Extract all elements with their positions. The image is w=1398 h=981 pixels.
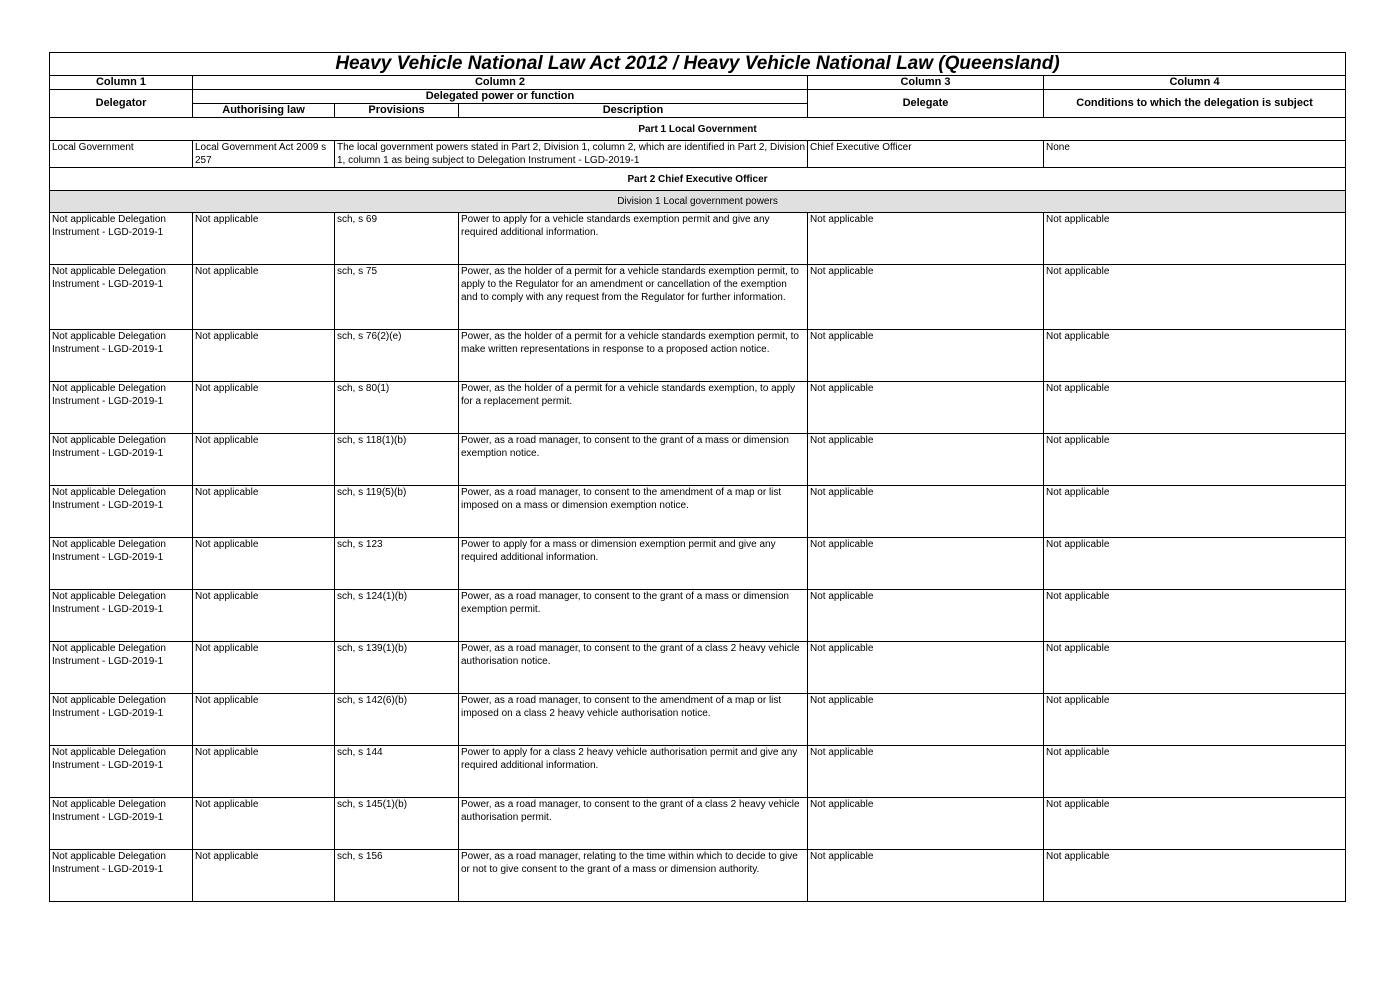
table-row (50, 798, 1346, 850)
conditions-cell: Not applicable (1044, 642, 1346, 694)
delegator-cell: Not applicable Delegation Instrument - LGD-2019-1 (50, 746, 193, 798)
conditions-cell: Not applicable (1044, 213, 1346, 265)
delegator-cell: Not applicable Delegation Instrument - LGD-2019-1 (50, 434, 193, 486)
provisions-cell: sch, s 75 (335, 265, 459, 330)
description-cell: Power, as a road manager, to consent to the grant of a mass or dimension exemption notice. (459, 434, 808, 486)
authorising-law-cell: Not applicable (193, 798, 335, 850)
conditions-cell: Not applicable (1044, 434, 1346, 486)
column-2-header: Column 2 (193, 76, 808, 90)
provisions-cell: sch, s 145(1)(b) (335, 798, 459, 850)
table-row (50, 382, 1346, 434)
part-1-title: Part 1 Local Government (50, 118, 1346, 141)
authorising-law-cell: Not applicable (193, 694, 335, 746)
description-cell: Power, as the holder of a permit for a vehicle standards exemption permit, to apply to the Regulator for an amendment or cancellation of the exemption and to comply with any request from the Regulator for further information. (459, 265, 808, 330)
description-cell: Power, as a road manager, to consent to the amendment of a map or list imposed on a mass or dimension exemption notice. (459, 486, 808, 538)
table-row (50, 141, 1346, 168)
provisions-header: Provisions (335, 104, 459, 118)
delegate-cell: Not applicable (808, 850, 1044, 902)
authorising-law-cell: Not applicable (193, 330, 335, 382)
table-row (50, 434, 1346, 486)
conditions-cell: Not applicable (1044, 265, 1346, 330)
description-cell: Power, as a road manager, to consent to the grant of a class 2 heavy vehicle authorisation notice. (459, 642, 808, 694)
division-1-title: Division 1 Local government powers (50, 191, 1346, 213)
table-row (50, 746, 1346, 798)
conditions-cell: Not applicable (1044, 850, 1346, 902)
delegated-power-header: Delegated power or function (193, 90, 808, 104)
delegate-cell: Not applicable (808, 590, 1044, 642)
description-cell: Power, as a road manager, to consent to the grant of a class 2 heavy vehicle authorisation permit. (459, 798, 808, 850)
provisions-cell: sch, s 118(1)(b) (335, 434, 459, 486)
description-cell: Power, as a road manager, to consent to the amendment of a map or list imposed on a class 2 heavy vehicle authorisation notice. (459, 694, 808, 746)
provisions-cell: sch, s 124(1)(b) (335, 590, 459, 642)
table-row (50, 330, 1346, 382)
provisions-cell: sch, s 144 (335, 746, 459, 798)
authorising-law-cell: Not applicable (193, 850, 335, 902)
delegator-cell: Not applicable Delegation Instrument - LGD-2019-1 (50, 694, 193, 746)
description-cell: Power, as the holder of a permit for a vehicle standards exemption, to apply for a replacement permit. (459, 382, 808, 434)
provisions-cell: sch, s 123 (335, 538, 459, 590)
table-row (50, 694, 1346, 746)
delegate-cell: Not applicable (808, 642, 1044, 694)
delegate-cell: Not applicable (808, 798, 1044, 850)
delegator-header: Delegator (50, 90, 193, 118)
provisions-cell: sch, s 156 (335, 850, 459, 902)
authorising-law-cell: Not applicable (193, 746, 335, 798)
conditions-cell: Not applicable (1044, 382, 1346, 434)
description-header: Description (459, 104, 808, 118)
conditions-cell: Not applicable (1044, 798, 1346, 850)
authorising-law-cell: Not applicable (193, 642, 335, 694)
description-cell: Power, as the holder of a permit for a vehicle standards exemption permit, to make written representations in response to a proposed action notice. (459, 330, 808, 382)
description-cell: Power to apply for a mass or dimension exemption permit and give any required additional information. (459, 538, 808, 590)
delegate-cell: Not applicable (808, 694, 1044, 746)
authorising-law-cell: Not applicable (193, 434, 335, 486)
column-4-header: Column 4 (1044, 76, 1346, 90)
conditions-cell: Not applicable (1044, 694, 1346, 746)
authorising-law-header: Authorising law (193, 104, 335, 118)
delegator-cell: Not applicable Delegation Instrument - LGD-2019-1 (50, 382, 193, 434)
part-2-title: Part 2 Chief Executive Officer (50, 168, 1346, 191)
delegator-cell: Not applicable Delegation Instrument - LGD-2019-1 (50, 265, 193, 330)
conditions-cell: Not applicable (1044, 746, 1346, 798)
delegator-cell: Not applicable Delegation Instrument - LGD-2019-1 (50, 798, 193, 850)
provisions-cell: sch, s 142(6)(b) (335, 694, 459, 746)
delegator-cell: Not applicable Delegation Instrument - LGD-2019-1 (50, 642, 193, 694)
table-row (50, 850, 1346, 902)
provisions-cell: sch, s 80(1) (335, 382, 459, 434)
delegator-cell: Not applicable Delegation Instrument - LGD-2019-1 (50, 850, 193, 902)
table-row (50, 590, 1346, 642)
table-row (50, 486, 1346, 538)
provisions-cell: sch, s 139(1)(b) (335, 642, 459, 694)
column-1-header: Column 1 (50, 76, 193, 90)
delegate-header: Delegate (808, 90, 1044, 118)
delegate-cell: Not applicable (808, 382, 1044, 434)
description-cell: Power to apply for a vehicle standards exemption permit and give any required additional information. (459, 213, 808, 265)
authorising-law-cell: Not applicable (193, 382, 335, 434)
delegate-cell: Not applicable (808, 213, 1044, 265)
provisions-cell: sch, s 119(5)(b) (335, 486, 459, 538)
description-cell: Power, as a road manager, to consent to the grant of a mass or dimension exemption permit. (459, 590, 808, 642)
delegator-cell: Not applicable Delegation Instrument - LGD-2019-1 (50, 538, 193, 590)
description-cell: Power, as a road manager, relating to the time within which to decide to give or not to give consent to the grant of a mass or dimension authority. (459, 850, 808, 902)
document-title: Heavy Vehicle National Law Act 2012 / Heavy Vehicle National Law (Queensland) (50, 53, 1346, 76)
provisions-cell: sch, s 76(2)(e) (335, 330, 459, 382)
delegator-cell: Not applicable Delegation Instrument - LGD-2019-1 (50, 330, 193, 382)
authorising-law-cell: Not applicable (193, 538, 335, 590)
authorising-law-cell: Not applicable (193, 590, 335, 642)
delegator-cell: Not applicable Delegation Instrument - LGD-2019-1 (50, 486, 193, 538)
delegate-cell: Not applicable (808, 265, 1044, 330)
delegate-cell: Not applicable (808, 746, 1044, 798)
table-row (50, 213, 1346, 265)
delegate-cell: Not applicable (808, 486, 1044, 538)
delegate-cell: Not applicable (808, 330, 1044, 382)
authorising-law-cell: Not applicable (193, 486, 335, 538)
delegate-cell: Not applicable (808, 434, 1044, 486)
delegate-cell: Chief Executive Officer (808, 141, 1044, 168)
provisions-cell: The local government powers stated in Part 2, Division 1, column 2, which are identified in Part 2, Division 1, column 1 as being subject to Delegation Instrument - LGD-2019-1 (335, 141, 808, 168)
authorising-law-cell: Local Government Act 2009 s 257 (193, 141, 335, 168)
table-row (50, 642, 1346, 694)
provisions-cell: sch, s 69 (335, 213, 459, 265)
delegator-cell: Local Government (50, 141, 193, 168)
authorising-law-cell: Not applicable (193, 213, 335, 265)
conditions-header: Conditions to which the delegation is subject (1044, 90, 1346, 118)
conditions-cell: None (1044, 141, 1346, 168)
delegation-sheet (49, 52, 1345, 902)
delegation-table (49, 52, 1346, 902)
conditions-cell: Not applicable (1044, 538, 1346, 590)
authorising-law-cell: Not applicable (193, 265, 335, 330)
description-cell: Power to apply for a class 2 heavy vehicle authorisation permit and give any required additional information. (459, 746, 808, 798)
conditions-cell: Not applicable (1044, 590, 1346, 642)
conditions-cell: Not applicable (1044, 486, 1346, 538)
delegator-cell: Not applicable Delegation Instrument - LGD-2019-1 (50, 590, 193, 642)
delegate-cell: Not applicable (808, 538, 1044, 590)
table-row (50, 265, 1346, 330)
table-row (50, 538, 1346, 590)
delegator-cell: Not applicable Delegation Instrument - LGD-2019-1 (50, 213, 193, 265)
conditions-cell: Not applicable (1044, 330, 1346, 382)
column-3-header: Column 3 (808, 76, 1044, 90)
